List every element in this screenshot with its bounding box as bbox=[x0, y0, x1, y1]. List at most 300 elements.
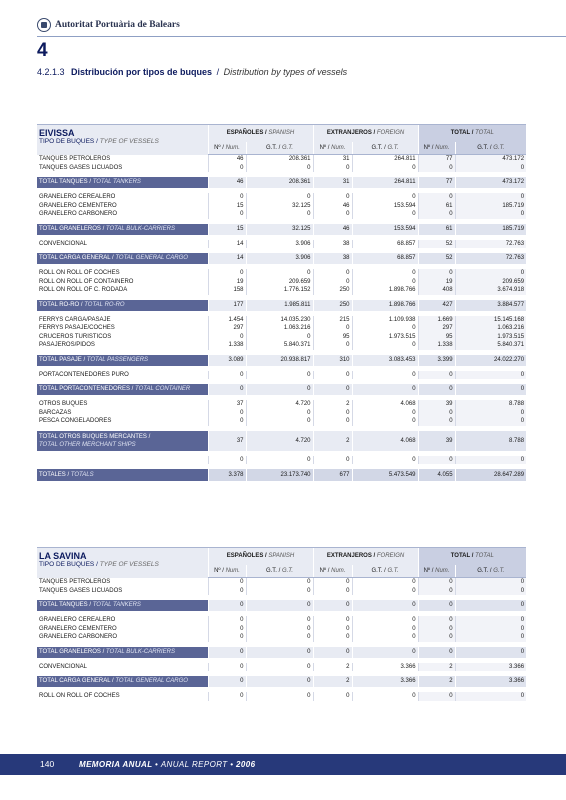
row-label-es: TOTAL CARGA GENERAL / bbox=[39, 255, 114, 261]
foreign-num-cell: 0 bbox=[313, 341, 352, 350]
spanish-gt-cell: 0 bbox=[246, 692, 313, 701]
foreign-num-cell: 31 bbox=[313, 155, 352, 164]
spanish-num-cell: 0 bbox=[208, 371, 246, 380]
num-column-header bbox=[313, 565, 352, 578]
row-label: GRANELERO CARBONERO bbox=[39, 211, 118, 217]
spanish-num-cell: 3.089 bbox=[208, 355, 246, 366]
foreign-gt-cell: 0 bbox=[352, 269, 418, 278]
group-label-es: EXTRANJEROS / bbox=[326, 130, 376, 137]
row-label-es: TOTALES / bbox=[39, 472, 70, 478]
unit-en: G.T. bbox=[493, 144, 505, 151]
row-label: PESCA CONGELADORES bbox=[39, 418, 112, 424]
row-label: CONVENCIONAL bbox=[39, 663, 88, 670]
row-label: BARCAZAS bbox=[39, 409, 72, 416]
spanish-gt-cell: 0 bbox=[246, 647, 313, 658]
foreign-gt-cell: 3.366 bbox=[352, 663, 418, 672]
row-label-en: TOTAL OTHER MERCHANT SHIPS bbox=[39, 441, 136, 448]
total-num-cell: 95 bbox=[418, 333, 455, 342]
row-label: GRANELERO CEREALERO bbox=[39, 194, 116, 200]
spanish-num-cell: 0 bbox=[208, 676, 246, 687]
foreign-num-cell: 0 bbox=[313, 324, 352, 333]
table-row bbox=[37, 324, 526, 333]
total-gt-cell: 185.719 bbox=[455, 202, 526, 211]
total-num-cell: 0 bbox=[418, 692, 455, 701]
table-row bbox=[37, 692, 526, 701]
row-label: ROLL ON ROLL OF C. RODADA bbox=[39, 287, 128, 293]
total-num-cell: 0 bbox=[418, 616, 455, 625]
row-label-en: TOTAL RO-RO bbox=[84, 301, 125, 308]
foreign-gt-cell: 153.594 bbox=[352, 224, 418, 235]
spanish-num-cell: 15 bbox=[208, 224, 246, 235]
foreign-num-cell: 0 bbox=[313, 587, 352, 596]
port-authority-emblem-icon bbox=[37, 18, 51, 32]
spanish-gt-cell: 0 bbox=[246, 193, 313, 202]
table-row bbox=[37, 155, 526, 164]
group-label-en: TOTAL bbox=[475, 130, 494, 137]
group-label-en: TOTAL bbox=[475, 553, 494, 560]
foreign-gt-cell: 0 bbox=[352, 616, 418, 625]
spanish-gt-cell: 4.720 bbox=[246, 400, 313, 409]
row-label-en: TOTAL TANKERS bbox=[92, 602, 141, 608]
row-label: ROLL ON ROLL OF CONTAINERO bbox=[39, 278, 134, 285]
total-num-cell: 3.399 bbox=[418, 355, 455, 366]
table-row bbox=[37, 371, 526, 380]
foreign-num-cell: 0 bbox=[313, 371, 352, 380]
spanish-num-cell: 37 bbox=[208, 431, 246, 451]
total-num-cell: 0 bbox=[418, 633, 455, 642]
spanish-gt-cell: 5.840.371 bbox=[246, 341, 313, 350]
foreign-gt-cell: 1.898.766 bbox=[352, 286, 418, 295]
spanish-num-cell: 0 bbox=[208, 456, 246, 465]
total-num-cell: 0 bbox=[418, 600, 455, 611]
spanish-gt-cell: 0 bbox=[246, 333, 313, 342]
foreign-gt-cell: 0 bbox=[352, 371, 418, 380]
table-row bbox=[37, 286, 526, 295]
logo-text: Autoritat Portuària de Balears bbox=[55, 20, 180, 30]
total-num-cell: 52 bbox=[418, 253, 455, 264]
row-label: PASAJEROS/PIDOS bbox=[39, 342, 95, 348]
total-num-cell: 0 bbox=[418, 164, 455, 173]
total-gt-cell: 0 bbox=[455, 692, 526, 701]
gt-column-header bbox=[352, 565, 418, 578]
row-label: ROLL ON ROLL OF COCHES bbox=[39, 693, 120, 699]
spanish-num-cell: 19 bbox=[208, 278, 246, 287]
row-label bbox=[37, 469, 208, 481]
vessel-table-eivissa bbox=[37, 124, 526, 481]
gt-column-header bbox=[246, 565, 313, 578]
table-row bbox=[37, 316, 526, 325]
subtotal-row bbox=[37, 647, 526, 658]
spanish-num-cell: 14 bbox=[208, 253, 246, 264]
row-label: CRUCEROS TURISTICOS bbox=[39, 333, 112, 340]
foreign-gt-cell: 0 bbox=[352, 324, 418, 333]
grand-total-row bbox=[37, 469, 526, 481]
table-subtitle bbox=[39, 561, 206, 568]
spanish-gt-cell: 0 bbox=[246, 371, 313, 380]
row-label-en: TOTAL PASSENGERS bbox=[86, 356, 149, 363]
header-logo bbox=[37, 17, 180, 33]
spanish-num-cell: 0 bbox=[208, 625, 246, 634]
footer-bar bbox=[0, 754, 566, 775]
table-row bbox=[37, 333, 526, 342]
total-gt-cell: 0 bbox=[455, 409, 526, 418]
table-row bbox=[37, 587, 526, 596]
spanish-num-cell: 37 bbox=[208, 400, 246, 409]
spanish-num-cell: 158 bbox=[208, 286, 246, 295]
spanish-gt-cell: 1.063.216 bbox=[246, 324, 313, 333]
spanish-num-cell: 0 bbox=[208, 417, 246, 426]
total-num-cell: 0 bbox=[418, 578, 455, 587]
subtotal-row bbox=[37, 224, 526, 235]
row-label: FERRYS PASAJE/COCHES bbox=[39, 325, 115, 331]
header-rule bbox=[37, 36, 566, 37]
spanish-num-cell: 297 bbox=[208, 324, 246, 333]
total-gt-cell: 473.172 bbox=[455, 177, 526, 188]
table-row bbox=[37, 193, 526, 202]
table-row bbox=[37, 616, 526, 625]
spanish-num-cell: 0 bbox=[208, 409, 246, 418]
row-label-en: TOTAL TANKERS bbox=[92, 179, 141, 185]
total-num-cell: 0 bbox=[418, 210, 455, 219]
section-heading bbox=[37, 67, 347, 77]
row-label: FERRYS CARGA/PASAJE bbox=[39, 316, 111, 323]
total-gt-cell: 0 bbox=[455, 269, 526, 278]
total-num-cell: 1.669 bbox=[418, 316, 455, 325]
row-label-en: TOTALS bbox=[70, 472, 94, 478]
table-row bbox=[37, 400, 526, 409]
subtitle-en: TYPE OF VESSELS bbox=[99, 561, 159, 568]
foreign-gt-cell: 1.973.515 bbox=[352, 333, 418, 342]
table-row bbox=[37, 269, 526, 278]
column-group-header bbox=[208, 548, 313, 565]
row-label: GRANELERO CEREALERO bbox=[39, 617, 116, 623]
foreign-gt-cell: 1.109.938 bbox=[352, 316, 418, 325]
foreign-gt-cell: 4.068 bbox=[352, 431, 418, 451]
column-group-header bbox=[418, 125, 526, 142]
foreign-num-cell: 215 bbox=[313, 316, 352, 325]
total-gt-cell: 0 bbox=[455, 633, 526, 642]
row-label-es: TOTAL GRANELEROS / bbox=[39, 648, 105, 655]
foreign-gt-cell: 3.366 bbox=[352, 676, 418, 687]
table-row bbox=[37, 210, 526, 219]
unit-es: G.T. / bbox=[371, 144, 386, 151]
row-label bbox=[37, 384, 208, 395]
foreign-num-cell: 0 bbox=[313, 600, 352, 611]
total-gt-cell: 0 bbox=[455, 210, 526, 219]
total-num-cell: 0 bbox=[418, 625, 455, 634]
subtotal-row bbox=[37, 355, 526, 366]
unit-es: Nº / bbox=[319, 567, 330, 574]
spanish-num-cell: 1.338 bbox=[208, 341, 246, 350]
row-label-es: TOTAL TANQUES / bbox=[39, 179, 92, 185]
foreign-num-cell: 250 bbox=[313, 286, 352, 295]
foreign-gt-cell: 264.811 bbox=[352, 177, 418, 188]
row-label-es: TOTAL CARGA GENERAL / bbox=[39, 678, 114, 684]
spanish-num-cell: 0 bbox=[208, 193, 246, 202]
spanish-num-cell: 0 bbox=[208, 692, 246, 701]
subtotal-row bbox=[37, 177, 526, 188]
total-num-cell: 1.338 bbox=[418, 341, 455, 350]
total-num-cell: 0 bbox=[418, 371, 455, 380]
spanish-num-cell: 0 bbox=[208, 269, 246, 278]
gt-column-header bbox=[352, 142, 418, 155]
row-label bbox=[37, 647, 208, 658]
unit-en: Num. bbox=[225, 567, 240, 574]
foreign-gt-cell: 0 bbox=[352, 409, 418, 418]
footer-report-title bbox=[79, 754, 255, 775]
foreign-num-cell: 46 bbox=[313, 202, 352, 211]
total-num-cell: 0 bbox=[418, 647, 455, 658]
spanish-num-cell: 0 bbox=[208, 384, 246, 395]
footer-year: 2006 bbox=[236, 760, 256, 769]
row-label-es: TOTAL RO-RO / bbox=[39, 301, 83, 308]
table-row bbox=[37, 409, 526, 418]
num-column-header bbox=[418, 565, 455, 578]
num-column-header bbox=[418, 142, 455, 155]
foreign-gt-cell: 264.811 bbox=[352, 155, 418, 164]
foreign-gt-cell: 0 bbox=[352, 384, 418, 395]
foreign-gt-cell: 0 bbox=[352, 692, 418, 701]
group-label-en: SPANISH bbox=[268, 130, 295, 137]
total-gt-cell: 473.172 bbox=[455, 155, 526, 164]
spanish-num-cell: 15 bbox=[208, 202, 246, 211]
row-label bbox=[37, 456, 208, 465]
subtotal-row bbox=[37, 431, 526, 451]
total-gt-cell: 0 bbox=[455, 371, 526, 380]
subtitle-es: TIPO DE BUQUES / bbox=[39, 561, 98, 568]
foreign-gt-cell: 0 bbox=[352, 193, 418, 202]
row-label: PORTACONTENEDORES PURO bbox=[39, 371, 129, 378]
total-gt-cell: 0 bbox=[455, 164, 526, 173]
spanish-gt-cell: 0 bbox=[246, 269, 313, 278]
total-gt-cell: 0 bbox=[455, 625, 526, 634]
total-num-cell: 77 bbox=[418, 177, 455, 188]
group-label-es: TOTAL / bbox=[450, 553, 474, 560]
subtitle-es: TIPO DE BUQUES / bbox=[39, 138, 98, 145]
spanish-gt-cell: 23.173.740 bbox=[246, 469, 313, 481]
foreign-num-cell: 2 bbox=[313, 676, 352, 687]
subtitle-en: TYPE OF VESSELS bbox=[99, 138, 159, 145]
spanish-gt-cell: 0 bbox=[246, 676, 313, 687]
spanish-gt-cell: 20.938.817 bbox=[246, 355, 313, 366]
table-row bbox=[37, 578, 526, 587]
row-label-en: TOTAL GENERAL CARGO bbox=[115, 255, 188, 261]
unit-es: Nº / bbox=[423, 567, 434, 574]
foreign-num-cell: 0 bbox=[313, 269, 352, 278]
foreign-gt-cell: 4.068 bbox=[352, 400, 418, 409]
total-gt-cell: 0 bbox=[455, 456, 526, 465]
foreign-gt-cell: 5.473.549 bbox=[352, 469, 418, 481]
spanish-gt-cell: 0 bbox=[246, 456, 313, 465]
spanish-gt-cell: 208.361 bbox=[246, 155, 313, 164]
spanish-num-cell: 0 bbox=[208, 663, 246, 672]
column-group-header bbox=[418, 548, 526, 565]
total-gt-cell: 0 bbox=[455, 193, 526, 202]
row-label: TANQUES GASES LICUADOS bbox=[39, 164, 123, 171]
foreign-num-cell: 0 bbox=[313, 692, 352, 701]
table-row bbox=[37, 202, 526, 211]
foreign-num-cell: 0 bbox=[313, 193, 352, 202]
subtotal-row bbox=[37, 600, 526, 611]
spanish-num-cell: 1.454 bbox=[208, 316, 246, 325]
spanish-gt-cell: 0 bbox=[246, 587, 313, 596]
foreign-gt-cell: 1.898.766 bbox=[352, 300, 418, 311]
foreign-num-cell: 38 bbox=[313, 253, 352, 264]
total-gt-cell: 3.884.577 bbox=[455, 300, 526, 311]
total-gt-cell: 28.647.289 bbox=[455, 469, 526, 481]
num-column-header bbox=[313, 142, 352, 155]
spanish-num-cell: 3.378 bbox=[208, 469, 246, 481]
group-label-en: SPANISH bbox=[268, 553, 295, 560]
gt-column-header bbox=[246, 142, 313, 155]
foreign-gt-cell: 3.083.453 bbox=[352, 355, 418, 366]
spanish-gt-cell: 0 bbox=[246, 578, 313, 587]
row-label: TANQUES GASES LICUADOS bbox=[39, 587, 123, 594]
chapter-number: 4 bbox=[37, 40, 48, 61]
foreign-gt-cell: 0 bbox=[352, 417, 418, 426]
total-gt-cell: 15.145.168 bbox=[455, 316, 526, 325]
foreign-gt-cell: 0 bbox=[352, 625, 418, 634]
section-title-es: Distribución por tipos de buques bbox=[71, 67, 213, 77]
table-title-cell bbox=[37, 125, 208, 155]
unit-en: Num. bbox=[435, 567, 450, 574]
foreign-num-cell: 38 bbox=[313, 240, 352, 249]
row-label-es: TOTAL PASAJE / bbox=[39, 356, 86, 363]
foreign-gt-cell: 0 bbox=[352, 456, 418, 465]
foreign-gt-cell: 0 bbox=[352, 164, 418, 173]
unit-en: Num. bbox=[435, 144, 450, 151]
total-gt-cell: 3.366 bbox=[455, 676, 526, 687]
total-num-cell: 77 bbox=[418, 155, 455, 164]
unit-en: G.T. bbox=[281, 567, 294, 574]
spanish-gt-cell: 0 bbox=[246, 409, 313, 418]
row-label-en: TOTAL BULK-CARRIERS bbox=[105, 225, 175, 232]
foreign-gt-cell: 0 bbox=[352, 647, 418, 658]
column-group-header bbox=[313, 125, 418, 142]
spanish-num-cell: 0 bbox=[208, 600, 246, 611]
table-title: LA SAVINA bbox=[39, 551, 87, 561]
subtotal-row bbox=[37, 676, 526, 687]
spanish-num-cell: 46 bbox=[208, 177, 246, 188]
row-label-es: TOTAL OTROS BUQUES MERCANTES / bbox=[39, 433, 151, 440]
unit-en: Num. bbox=[331, 567, 346, 574]
gt-column-header bbox=[455, 565, 526, 578]
spanish-gt-cell: 0 bbox=[246, 616, 313, 625]
foreign-num-cell: 0 bbox=[313, 616, 352, 625]
group-label-es: EXTRANJEROS / bbox=[326, 553, 376, 560]
total-num-cell: 0 bbox=[418, 384, 455, 395]
table-row bbox=[37, 625, 526, 634]
footer-report-en: ANUAL REPORT bbox=[160, 760, 228, 769]
total-num-cell: 2 bbox=[418, 676, 455, 687]
row-label bbox=[37, 300, 208, 311]
spanish-gt-cell: 0 bbox=[246, 663, 313, 672]
foreign-num-cell: 250 bbox=[313, 300, 352, 311]
row-label bbox=[37, 355, 208, 366]
table-row bbox=[37, 164, 526, 173]
spanish-gt-cell: 1.776.152 bbox=[246, 286, 313, 295]
total-num-cell: 4.055 bbox=[418, 469, 455, 481]
spanish-gt-cell: 14.035.230 bbox=[246, 316, 313, 325]
unit-es: Nº / bbox=[319, 144, 330, 151]
num-column-header bbox=[208, 142, 246, 155]
unit-en: G.T. bbox=[387, 144, 399, 151]
column-group-header bbox=[208, 125, 313, 142]
total-gt-cell: 8.788 bbox=[455, 400, 526, 409]
spanish-gt-cell: 0 bbox=[246, 417, 313, 426]
spanish-num-cell: 0 bbox=[208, 647, 246, 658]
table-header-groups bbox=[37, 548, 526, 565]
group-label-en: FOREIGN bbox=[376, 553, 405, 560]
total-num-cell: 0 bbox=[418, 409, 455, 418]
spanish-gt-cell: 0 bbox=[246, 164, 313, 173]
total-num-cell: 39 bbox=[418, 431, 455, 451]
foreign-num-cell: 0 bbox=[313, 278, 352, 287]
row-label: OTROS BUQUES bbox=[39, 401, 88, 407]
total-num-cell: 427 bbox=[418, 300, 455, 311]
total-num-cell: 297 bbox=[418, 324, 455, 333]
foreign-num-cell: 0 bbox=[313, 633, 352, 642]
column-group-header bbox=[313, 548, 418, 565]
row-label bbox=[37, 431, 208, 451]
row-label: TANQUES PETROLEROS bbox=[39, 578, 111, 585]
total-gt-cell: 8.788 bbox=[455, 431, 526, 451]
section-separator: / bbox=[216, 67, 220, 77]
row-label-en: TOTAL GENERAL CARGO bbox=[115, 678, 188, 684]
total-gt-cell: 3.674.918 bbox=[455, 286, 526, 295]
foreign-num-cell: 677 bbox=[313, 469, 352, 481]
foreign-num-cell: 0 bbox=[313, 417, 352, 426]
foreign-gt-cell: 0 bbox=[352, 578, 418, 587]
foreign-gt-cell: 68.857 bbox=[352, 253, 418, 264]
group-label-es: ESPAÑOLES / bbox=[226, 553, 267, 560]
spanish-num-cell: 0 bbox=[208, 587, 246, 596]
foreign-num-cell: 0 bbox=[313, 409, 352, 418]
total-num-cell: 0 bbox=[418, 193, 455, 202]
row-label: GRANELERO CEMENTERO bbox=[39, 625, 117, 632]
foreign-num-cell: 95 bbox=[313, 333, 352, 342]
total-gt-cell: 0 bbox=[455, 417, 526, 426]
spanish-num-cell: 46 bbox=[208, 155, 246, 164]
row-label bbox=[37, 600, 208, 611]
spanish-num-cell: 177 bbox=[208, 300, 246, 311]
row-label-en: TOTAL BULK-CARRIERS bbox=[105, 648, 175, 655]
foreign-num-cell: 2 bbox=[313, 431, 352, 451]
unit-es: G.T. / bbox=[371, 567, 386, 574]
spanish-num-cell: 14 bbox=[208, 240, 246, 249]
total-num-cell: 19 bbox=[418, 278, 455, 287]
foreign-num-cell: 0 bbox=[313, 625, 352, 634]
group-label-es: TOTAL / bbox=[450, 130, 474, 137]
total-gt-cell: 0 bbox=[455, 647, 526, 658]
total-gt-cell: 209.659 bbox=[455, 278, 526, 287]
spanish-gt-cell: 209.659 bbox=[246, 278, 313, 287]
table-row bbox=[37, 341, 526, 350]
total-num-cell: 61 bbox=[418, 224, 455, 235]
foreign-num-cell: 0 bbox=[313, 210, 352, 219]
foreign-num-cell: 46 bbox=[313, 224, 352, 235]
total-gt-cell: 0 bbox=[455, 578, 526, 587]
foreign-num-cell: 0 bbox=[313, 456, 352, 465]
row-label-en: TOTAL CONTAINER bbox=[135, 386, 191, 392]
row-label: GRANELERO CARBONERO bbox=[39, 634, 118, 640]
row-label bbox=[37, 177, 208, 188]
unit-es: Nº / bbox=[423, 144, 434, 151]
spanish-gt-cell: 4.720 bbox=[246, 431, 313, 451]
foreign-gt-cell: 68.857 bbox=[352, 240, 418, 249]
footer-report-es: MEMORIA ANUAL bbox=[79, 760, 153, 769]
total-gt-cell: 72.763 bbox=[455, 253, 526, 264]
